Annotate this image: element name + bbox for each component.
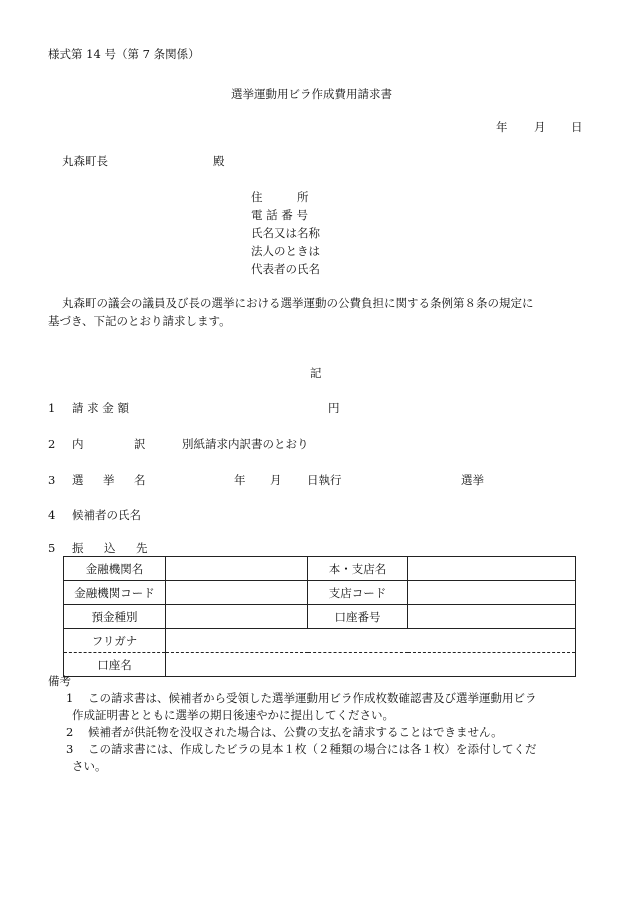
addressee-honorific: 殿 [213, 154, 225, 168]
remark-1-number: 1 [66, 691, 74, 705]
document-title: 選挙運動用ビラ作成費用請求書 [231, 87, 392, 101]
applicant-address-label: 住 所 [251, 190, 309, 204]
applicant-name-label: 氏名又は名称 [251, 226, 320, 240]
item-3-day: 日執行 [307, 473, 342, 487]
item-5-label-part2: 込 [104, 541, 116, 555]
remark-2-number: 2 [66, 725, 74, 739]
item-3-label-part3: 名 [134, 473, 146, 487]
form-number: 様式第 14 号（第 7 条関係） [48, 47, 200, 61]
remark-2-line-1: 候補者が供託物を没収された場合は、公費の支払を請求することはできません。 [88, 725, 503, 739]
table-row [64, 653, 576, 677]
item-3-number: 3 [48, 473, 56, 487]
applicant-phone-label: 電 話 番 号 [251, 208, 308, 222]
item-1-label: 請 求 金 額 [72, 401, 129, 415]
item-5-number: 5 [48, 541, 56, 555]
item-5-label-part3: 先 [136, 541, 148, 555]
applicant-corporation-label: 法人のときは [251, 244, 320, 258]
item-1-number: 1 [48, 401, 56, 415]
item-5-label-part1: 振 [72, 541, 84, 555]
remark-3-line-2: さい。 [72, 759, 107, 773]
table-row [64, 605, 576, 629]
item-3-suffix: 選挙 [461, 473, 484, 487]
remark-3-number: 3 [66, 742, 74, 756]
bank-name-label: 金融機関名 [64, 557, 166, 581]
account-number-label: 口座番号 [308, 605, 408, 629]
intro-line-1: 丸森町の議会の議員及び長の選挙における選挙運動の公費負担に関する条例第８条の規定に [62, 296, 534, 310]
remark-1-line-1: この請求書は、候補者から受領した選挙運動用ビラ作成枚数確認書及び選挙運動用ビラ [88, 691, 537, 705]
bank-name-value[interactable] [166, 557, 308, 581]
item-3-year: 年 [234, 473, 246, 487]
bank-code-value[interactable] [166, 581, 308, 605]
table-row [64, 557, 576, 581]
bank-code-label: 金融機関コード [64, 581, 166, 605]
account-name-label: 口座名 [64, 653, 166, 677]
intro-line-2: 基づき、下記のとおり請求します。 [48, 314, 231, 328]
bank-transfer-table [63, 556, 576, 677]
table-row [64, 581, 576, 605]
account-name-value[interactable] [166, 653, 576, 677]
date-day-label: 日 [571, 120, 583, 134]
table-row [64, 629, 576, 653]
date-month-label: 月 [534, 120, 546, 134]
item-2-label-part1: 内 [72, 437, 84, 451]
item-3-month: 月 [270, 473, 282, 487]
remark-3-line-1: この請求書には、作成したビラの見本１枚（２種類の場合には各１枚）を添付してくだ [88, 742, 537, 756]
remark-1-line-2: 作成証明書とともに選挙の期日後速やかに提出してください。 [72, 708, 394, 722]
furigana-value[interactable] [166, 629, 576, 653]
ki-heading: 記 [310, 366, 322, 380]
branch-name-value[interactable] [408, 557, 576, 581]
item-1-unit: 円 [328, 401, 340, 415]
addressee-name: 丸森町長 [62, 154, 108, 168]
item-3-label-part1: 選 [72, 473, 84, 487]
account-number-value[interactable] [408, 605, 576, 629]
deposit-type-label: 預金種別 [64, 605, 166, 629]
branch-code-label: 支店コード [308, 581, 408, 605]
branch-name-label: 本・支店名 [308, 557, 408, 581]
branch-code-value[interactable] [408, 581, 576, 605]
item-3-label-part2: 挙 [103, 473, 115, 487]
deposit-type-value[interactable] [166, 605, 308, 629]
applicant-representative-label: 代表者の氏名 [251, 262, 320, 276]
remarks-heading: 備考 [48, 674, 71, 688]
item-2-label-part2: 訳 [134, 437, 146, 451]
furigana-label: フリガナ [64, 629, 166, 653]
item-2-value: 別紙請求内訳書のとおり [182, 437, 309, 451]
item-2-number: 2 [48, 437, 56, 451]
date-year-label: 年 [496, 120, 508, 134]
item-4-label: 候補者の氏名 [72, 508, 141, 522]
item-4-number: 4 [48, 508, 56, 522]
